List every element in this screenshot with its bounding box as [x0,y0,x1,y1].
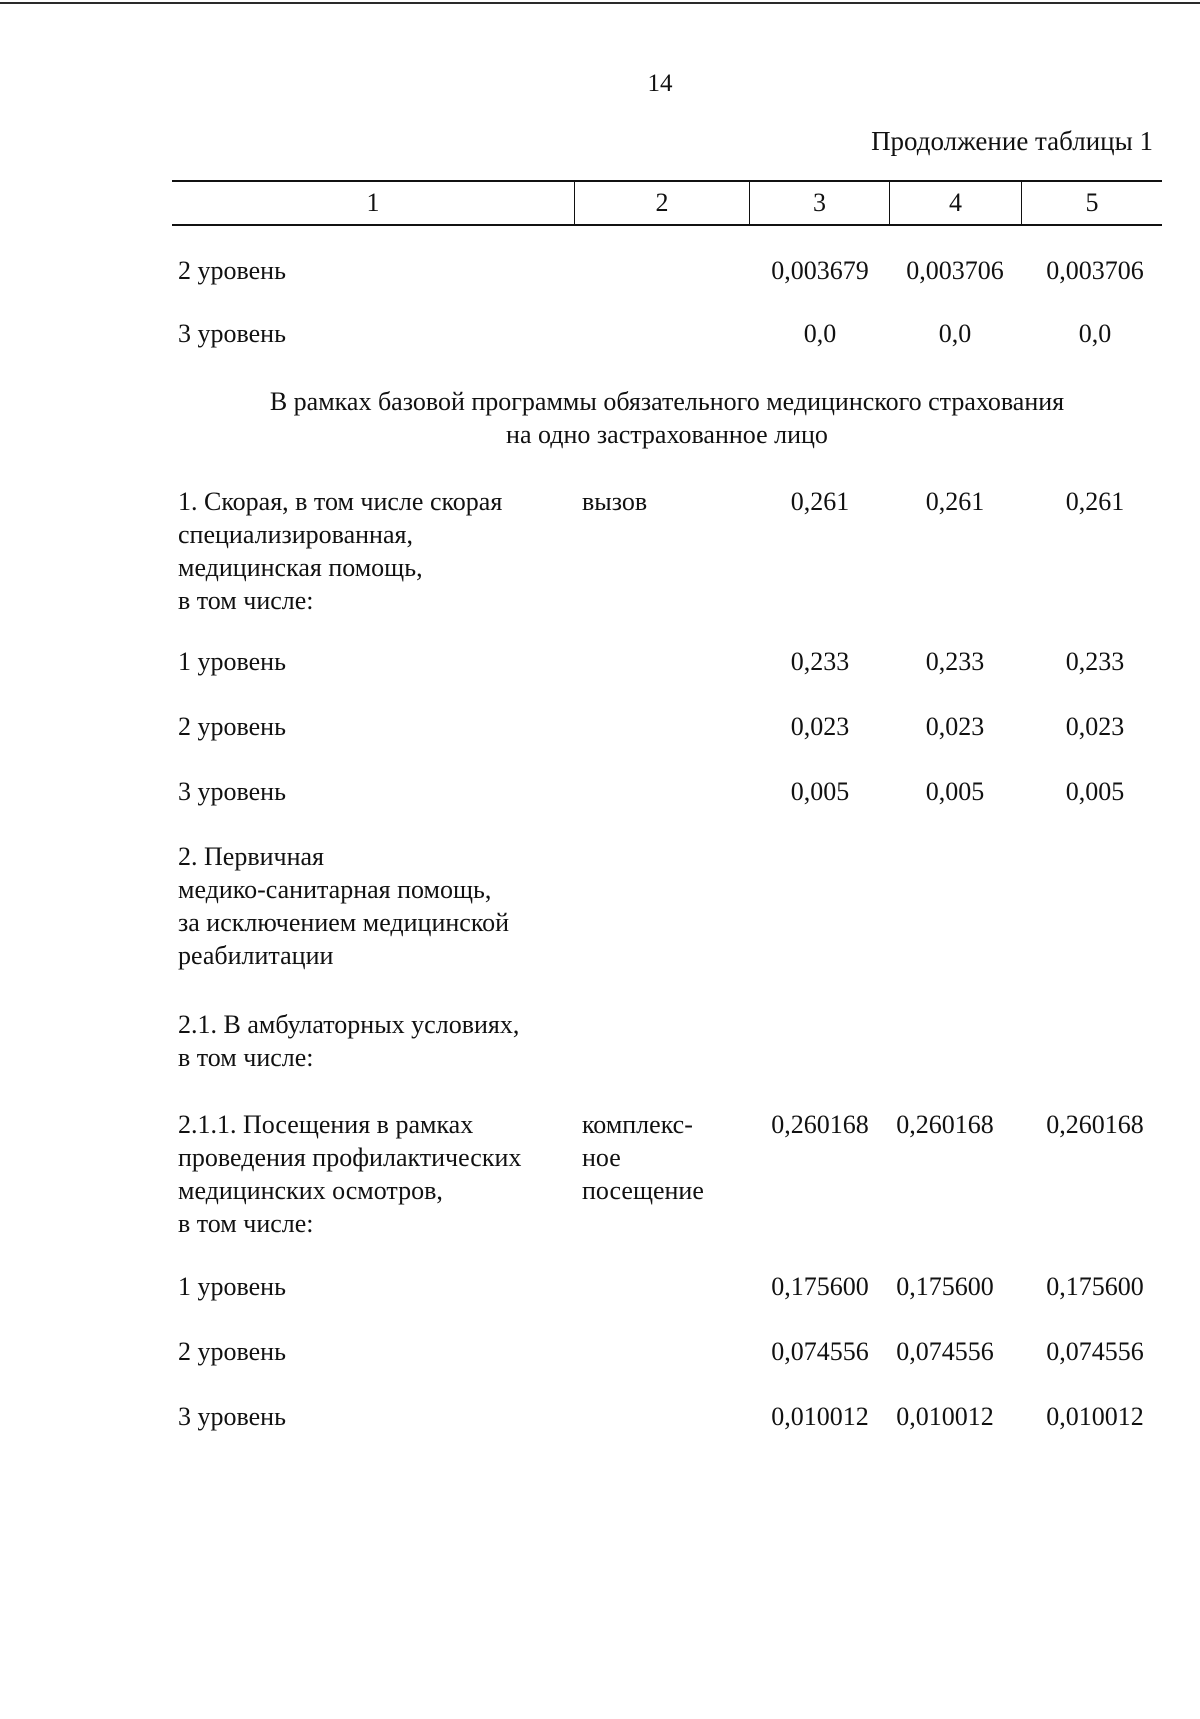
section-heading: В рамках базовой программы обязательного медицинского страхования на одно застрахованное лицо [269,387,1065,449]
row-label: 1 уровень [178,647,286,676]
row-value-col5: 0,074556 [1046,1337,1144,1366]
scan-edge-line [0,2,1200,4]
row-value-col3: 0,261 [790,487,850,516]
row-value-col3: 0,260168 [771,1110,869,1139]
row-value-col4: 0,010012 [896,1402,994,1431]
row-value-col5: 0,005 [1065,777,1125,806]
row-value-col3: 0,003679 [771,256,869,285]
row-label: 2 уровень [178,256,286,285]
row-value-col3: 0,005 [790,777,850,806]
row-label: 3 уровень [178,1402,286,1431]
row-label: 2.1.1. Посещения в рамках проведения профилактических медицинских осмотров, в том числе: [178,1110,522,1238]
row-label: 2.1. В амбулаторных условиях, в том числе: [178,1010,520,1072]
table-header [172,180,1162,226]
row-value-col5: 0,003706 [1046,256,1144,285]
row-value-col5: 0,010012 [1046,1402,1144,1431]
row-value-col5: 0,233 [1065,647,1125,676]
row-label: 1 уровень [178,1272,286,1301]
row-label: 2 уровень [178,712,286,741]
row-value-col5: 0,175600 [1046,1272,1144,1301]
row-value-col3: 0,074556 [771,1337,869,1366]
table-continuation-label: Продолжение таблицы 1 [871,126,1153,156]
header-col-4: 4 [890,182,1022,224]
row-label: 1. Скорая, в том числе скорая специализированная, медицинская помощь, в том числе: [178,487,503,615]
row-value-col4: 0,233 [925,647,985,676]
row-value-col4: 0,003706 [906,256,1004,285]
row-unit: вызов [582,487,648,516]
row-value-col5: 0,260168 [1046,1110,1144,1139]
header-col-3: 3 [750,182,890,224]
row-value-col3: 0,0 [803,319,837,348]
row-unit: комплекс- ное посещение [582,1110,704,1205]
row-value-col4: 0,260168 [896,1110,994,1139]
row-value-col3: 0,023 [790,712,850,741]
row-value-col5: 0,261 [1065,487,1125,516]
row-value-col4: 0,074556 [896,1337,994,1366]
row-value-col4: 0,175600 [896,1272,994,1301]
page-number: 14 [647,70,673,97]
header-col-2: 2 [575,182,750,224]
row-label: 3 уровень [178,319,286,348]
row-label: 3 уровень [178,777,286,806]
row-value-col5: 0,0 [1078,319,1112,348]
row-value-col4: 0,005 [925,777,985,806]
header-col-1: 1 [172,182,575,224]
header-col-5: 5 [1085,188,1099,217]
row-value-col4: 0,0 [938,319,972,348]
row-value-col4: 0,023 [925,712,985,741]
row-label: 2. Первичная медико-санитарная помощь, за исключением медицинской реабилитации [178,842,510,970]
row-value-col4: 0,261 [925,487,985,516]
row-label: 2 уровень [178,1337,286,1366]
row-value-col3: 0,233 [790,647,850,676]
row-value-col3: 0,175600 [771,1272,869,1301]
row-value-col5: 0,023 [1065,712,1125,741]
row-value-col3: 0,010012 [771,1402,869,1431]
